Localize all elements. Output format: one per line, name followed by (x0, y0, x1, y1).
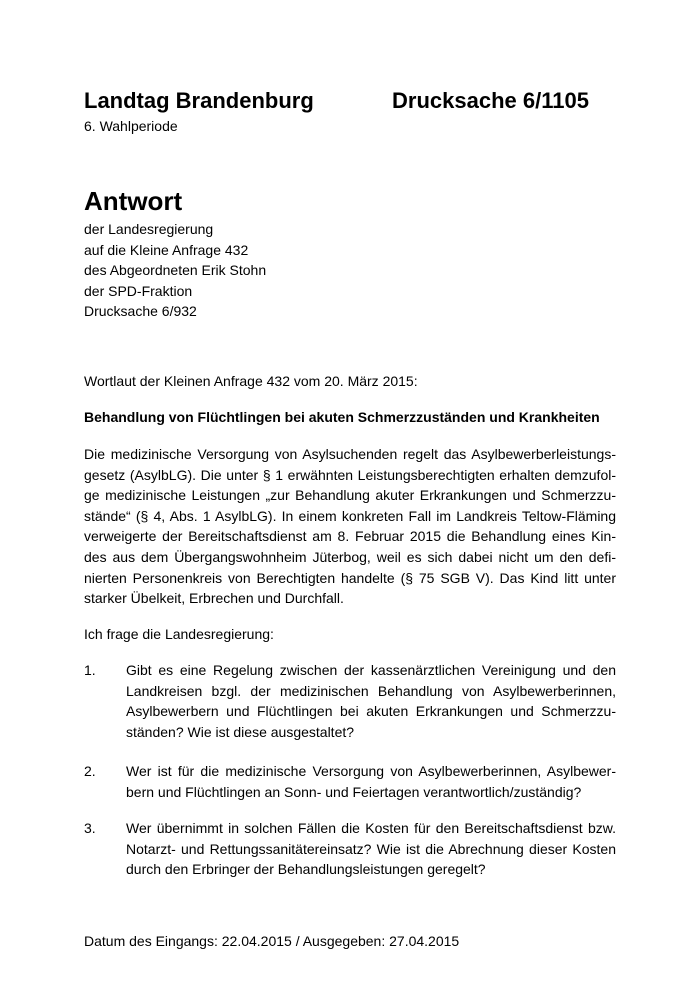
paragraph-line: gesetz (AsylbLG). Die unter § 1 erwähnten Leistungsberechtigten erhalten demzufol- (84, 466, 616, 483)
drucksache-number: Drucksache 6/1105 (392, 88, 589, 113)
subtitle-line: Drucksache 6/932 (84, 303, 197, 320)
list-item-line: bern und Flüchtlingen an Sonn- und Feiertagen verantwortlich/zuständig? (126, 783, 582, 800)
document-footer: Datum des Eingangs: 22.04.2015 / Ausgegeben: 27.04.2015 (84, 933, 460, 949)
parliament-name: Landtag Brandenburg (84, 88, 314, 113)
list-item-line: Asylbewerbern und Flüchtlingen bei akuten Erkrankungen und Schmerzzu- (126, 703, 616, 720)
election-period: 6. Wahlperiode (84, 118, 178, 134)
paragraph-line: des aus dem Übergangswohnheim Jüterbog, weil es sich dabei nicht um den defi- (84, 548, 616, 565)
question-heading: Behandlung von Flüchtlingen bei akuten Schmerzzuständen und Krankheiten (84, 409, 600, 425)
list-item-line: Landkreisen bzgl. der medizinischen Behandlung von Asylbewerberinnen, (126, 682, 616, 699)
document-type-title: Antwort (84, 186, 183, 216)
document-subtitle (84, 219, 266, 322)
list-item-number: 1. (84, 662, 96, 678)
list-item-line: Notarzt- und Rettungssanitätereinsatz? Wie ist die Abrechnung dieser Kosten (126, 840, 616, 857)
list-item-text (126, 660, 616, 742)
list-item-line: durch den Erbringer der Behandlungsleistungen geregelt? (126, 861, 486, 878)
subtitle-line: des Abgeordneten Erik Stohn (84, 262, 267, 279)
subtitle-line: der SPD-Fraktion (84, 282, 193, 299)
paragraph-line: stände“ (§ 4, Abs. 1 AsylbLG). In einem konkreten Fall im Landkreis Teltow-Fläming (84, 507, 616, 524)
subtitle-line: der Landesregierung (84, 221, 214, 237)
question-intro: Ich frage die Landesregierung: (84, 626, 274, 642)
subtitle-line: auf die Kleine Anfrage 432 (84, 241, 249, 258)
paragraph-line: ge medizinische Leistungen „zur Behandlung akuter Erkrankungen und Schmerzzu- (84, 487, 616, 504)
paragraph-line: Die medizinische Versorgung von Asylsuchenden regelt das Asylbewerberleistungs- (84, 446, 616, 462)
list-item-line: Wer übernimmt in solchen Fällen die Kosten für den Bereitschaftsdienst bzw. (126, 820, 616, 836)
list-item-number: 2. (84, 763, 96, 779)
list-item-text (126, 761, 616, 802)
paragraph-line: starker Übelkeit, Erbrechen und Durchfall. (84, 590, 344, 607)
list-item-text (126, 818, 616, 880)
paragraph-line: nierten Personenkreis von Berechtigten handelte (§ 75 SGB V). Das Kind litt unter (84, 569, 616, 586)
intro-text: Wortlaut der Kleinen Anfrage 432 vom 20. März 2015: (84, 373, 418, 389)
paragraph-line: verweigerte der Bereitschaftsdienst am 8. Februar 2015 die Behandlung eines Kin- (84, 528, 616, 545)
list-item-line: Gibt es eine Regelung zwischen der kassenärztlichen Vereinigung und den (126, 662, 616, 678)
question-paragraph (84, 444, 616, 609)
list-item-line: Wer ist für die medizinische Versorgung von Asylbewerberinnen, Asylbewer- (126, 763, 616, 779)
list-item-number: 3. (84, 820, 96, 836)
list-item-line: ständen? Wie ist diese ausgestaltet? (126, 723, 355, 740)
